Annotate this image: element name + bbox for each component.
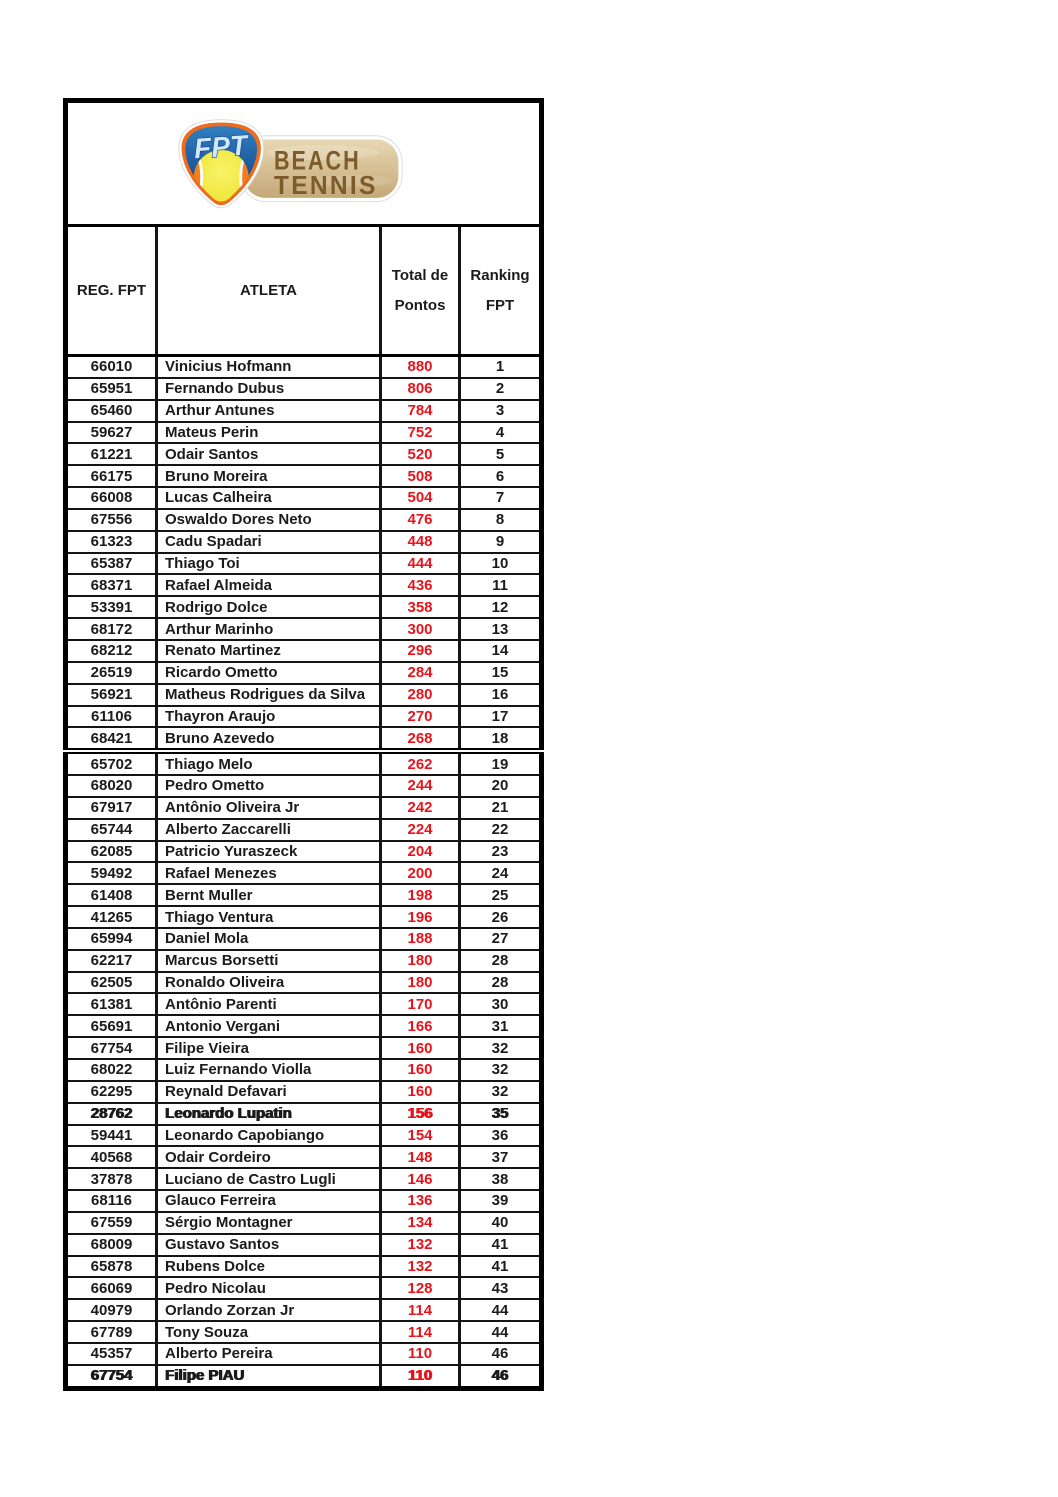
cell-athlete-name: Thiago Toi: [157, 553, 381, 575]
table-row: [66, 1103, 542, 1125]
cell-ranking: 30: [460, 993, 542, 1015]
table-row: [66, 862, 542, 884]
table-row: [66, 1037, 542, 1059]
cell-total-points: 436: [381, 574, 460, 596]
column-header-atleta: ATLETA: [157, 226, 381, 356]
cell-reg-fpt: 65744: [66, 819, 157, 841]
cell-reg-fpt: 62085: [66, 841, 157, 863]
cell-reg-fpt: 65994: [66, 928, 157, 950]
cell-total-points: 358: [381, 596, 460, 618]
cell-athlete-name: Ronaldo Oliveira: [157, 972, 381, 994]
cell-total-points: 200: [381, 862, 460, 884]
table-row: [66, 1059, 542, 1081]
cell-athlete-name: Odair Santos: [157, 443, 381, 465]
cell-total-points: 134: [381, 1212, 460, 1234]
cell-reg-fpt: 59441: [66, 1125, 157, 1147]
cell-athlete-name: Orlando Zorzan Jr: [157, 1299, 381, 1321]
table-row: [66, 1125, 542, 1147]
cell-reg-fpt: 68022: [66, 1059, 157, 1081]
cell-ranking: 38: [460, 1168, 542, 1190]
table-row: [66, 1212, 542, 1234]
cell-reg-fpt: 62505: [66, 972, 157, 994]
cell-total-points: 520: [381, 443, 460, 465]
table-row: [66, 1168, 542, 1190]
cell-athlete-name: Rodrigo Dolce: [157, 596, 381, 618]
cell-total-points: 154: [381, 1125, 460, 1147]
cell-ranking: 5: [460, 443, 542, 465]
cell-athlete-name: Alberto Pereira: [157, 1343, 381, 1365]
cell-total-points: 300: [381, 618, 460, 640]
cell-reg-fpt: 37878: [66, 1168, 157, 1190]
table-row: [66, 1081, 542, 1103]
cell-total-points: 160: [381, 1037, 460, 1059]
table-row: [66, 775, 542, 797]
cell-total-points: 268: [381, 727, 460, 751]
cell-ranking: 31: [460, 1015, 542, 1037]
cell-reg-fpt: 53391: [66, 596, 157, 618]
cell-total-points: 270: [381, 706, 460, 728]
cell-ranking: 41: [460, 1234, 542, 1256]
cell-total-points: 160: [381, 1081, 460, 1103]
cell-ranking: 7: [460, 487, 542, 509]
cell-reg-fpt: 67754: [66, 1037, 157, 1059]
column-header-ranking-fpt: Ranking FPT: [460, 226, 542, 356]
cell-reg-fpt: 28762: [66, 1103, 157, 1125]
table-row: [66, 640, 542, 662]
cell-athlete-name: Rubens Dolce: [157, 1256, 381, 1278]
table-row: [66, 993, 542, 1015]
cell-ranking: 44: [460, 1321, 542, 1343]
cell-reg-fpt: 56921: [66, 684, 157, 706]
cell-ranking: 23: [460, 841, 542, 863]
table-row: [66, 1190, 542, 1212]
cell-ranking: 3: [460, 400, 542, 422]
table-row: [66, 841, 542, 863]
cell-total-points: 114: [381, 1299, 460, 1321]
cell-total-points: 242: [381, 797, 460, 819]
cell-athlete-name: Leonardo Lupatin: [157, 1103, 381, 1125]
table-row: [66, 618, 542, 640]
cell-athlete-name: Thayron Araujo: [157, 706, 381, 728]
cell-total-points: 110: [381, 1343, 460, 1365]
cell-ranking: 18: [460, 727, 542, 751]
cell-reg-fpt: 62295: [66, 1081, 157, 1103]
cell-reg-fpt: 68421: [66, 727, 157, 751]
cell-ranking: 25: [460, 884, 542, 906]
cell-total-points: 508: [381, 465, 460, 487]
table-row: [66, 727, 542, 751]
cell-ranking: 15: [460, 662, 542, 684]
table-row: [66, 972, 542, 994]
table-row: [66, 422, 542, 444]
column-header-reg-fpt: REG. FPT: [66, 226, 157, 356]
column-header-total-pontos: Total de Pontos: [381, 226, 460, 356]
fpt-logo-text: FPT: [192, 128, 248, 164]
cell-ranking: 17: [460, 706, 542, 728]
cell-ranking: 28: [460, 950, 542, 972]
cell-reg-fpt: 68116: [66, 1190, 157, 1212]
cell-total-points: 114: [381, 1321, 460, 1343]
cell-ranking: 16: [460, 684, 542, 706]
cell-reg-fpt: 66010: [66, 356, 157, 378]
cell-total-points: 156: [381, 1103, 460, 1125]
cell-ranking: 11: [460, 574, 542, 596]
table-row: [66, 662, 542, 684]
cell-ranking: 40: [460, 1212, 542, 1234]
cell-ranking: 12: [460, 596, 542, 618]
cell-athlete-name: Odair Cordeiro: [157, 1146, 381, 1168]
cell-athlete-name: Tony Souza: [157, 1321, 381, 1343]
cell-ranking: 36: [460, 1125, 542, 1147]
cell-reg-fpt: 68020: [66, 775, 157, 797]
cell-total-points: 166: [381, 1015, 460, 1037]
cell-total-points: 148: [381, 1146, 460, 1168]
cell-total-points: 880: [381, 356, 460, 378]
table-row: [66, 553, 542, 575]
cell-total-points: 204: [381, 841, 460, 863]
cell-reg-fpt: 59492: [66, 862, 157, 884]
table-row: [66, 487, 542, 509]
cell-ranking: 14: [460, 640, 542, 662]
cell-reg-fpt: 65691: [66, 1015, 157, 1037]
svg-text:BEACH: BEACH: [273, 144, 361, 176]
cell-ranking: 28: [460, 972, 542, 994]
cell-ranking: 41: [460, 1256, 542, 1278]
cell-athlete-name: Ricardo Ometto: [157, 662, 381, 684]
table-header-row: [66, 226, 542, 356]
cell-total-points: 262: [381, 751, 460, 775]
svg-text:TENNIS: TENNIS: [273, 171, 378, 200]
cell-ranking: 9: [460, 531, 542, 553]
cell-total-points: 188: [381, 928, 460, 950]
cell-reg-fpt: 65702: [66, 751, 157, 775]
cell-total-points: 110: [381, 1365, 460, 1388]
cell-athlete-name: Rafael Menezes: [157, 862, 381, 884]
beach-tennis-logo-icon: [172, 115, 408, 213]
cell-total-points: 132: [381, 1234, 460, 1256]
table-row: [66, 378, 542, 400]
cell-athlete-name: Vinicius Hofmann: [157, 356, 381, 378]
cell-athlete-name: Thiago Ventura: [157, 906, 381, 928]
table-row: [66, 1146, 542, 1168]
table-row: [66, 906, 542, 928]
cell-ranking: 32: [460, 1037, 542, 1059]
cell-ranking: 19: [460, 751, 542, 775]
table-row: [66, 465, 542, 487]
cell-reg-fpt: 61106: [66, 706, 157, 728]
cell-total-points: 198: [381, 884, 460, 906]
table-row: [66, 706, 542, 728]
cell-ranking: 43: [460, 1277, 542, 1299]
ranking-table: [63, 98, 544, 1391]
table-row: [66, 356, 542, 378]
cell-ranking: 46: [460, 1365, 542, 1388]
cell-reg-fpt: 65878: [66, 1256, 157, 1278]
cell-athlete-name: Gustavo Santos: [157, 1234, 381, 1256]
cell-reg-fpt: 67754: [66, 1365, 157, 1388]
cell-total-points: 170: [381, 993, 460, 1015]
cell-total-points: 180: [381, 972, 460, 994]
cell-athlete-name: Oswaldo Dores Neto: [157, 509, 381, 531]
cell-ranking: 8: [460, 509, 542, 531]
cell-reg-fpt: 67789: [66, 1321, 157, 1343]
cell-ranking: 44: [460, 1299, 542, 1321]
table-row: [66, 531, 542, 553]
cell-reg-fpt: 65460: [66, 400, 157, 422]
cell-reg-fpt: 68371: [66, 574, 157, 596]
cell-ranking: 6: [460, 465, 542, 487]
cell-athlete-name: Matheus Rodrigues da Silva: [157, 684, 381, 706]
cell-reg-fpt: 66008: [66, 487, 157, 509]
cell-total-points: 132: [381, 1256, 460, 1278]
cell-reg-fpt: 61323: [66, 531, 157, 553]
cell-ranking: 10: [460, 553, 542, 575]
cell-athlete-name: Antônio Oliveira Jr: [157, 797, 381, 819]
cell-reg-fpt: 61408: [66, 884, 157, 906]
cell-total-points: 296: [381, 640, 460, 662]
cell-athlete-name: Cadu Spadari: [157, 531, 381, 553]
cell-athlete-name: Arthur Antunes: [157, 400, 381, 422]
cell-reg-fpt: 65951: [66, 378, 157, 400]
cell-athlete-name: Bruno Moreira: [157, 465, 381, 487]
table-row: [66, 1015, 542, 1037]
table-row: [66, 1343, 542, 1365]
cell-athlete-name: Reynald Defavari: [157, 1081, 381, 1103]
cell-athlete-name: Antonio Vergani: [157, 1015, 381, 1037]
cell-ranking: 21: [460, 797, 542, 819]
cell-total-points: 444: [381, 553, 460, 575]
cell-ranking: 26: [460, 906, 542, 928]
cell-reg-fpt: 26519: [66, 662, 157, 684]
cell-reg-fpt: 65387: [66, 553, 157, 575]
cell-ranking: 24: [460, 862, 542, 884]
table-row: [66, 1256, 542, 1278]
cell-total-points: 196: [381, 906, 460, 928]
table-row: [66, 884, 542, 906]
table-row: [66, 443, 542, 465]
table-row: [66, 1277, 542, 1299]
cell-total-points: 504: [381, 487, 460, 509]
cell-ranking: 2: [460, 378, 542, 400]
table-row: [66, 1299, 542, 1321]
table-body: [66, 356, 542, 1389]
cell-athlete-name: Glauco Ferreira: [157, 1190, 381, 1212]
cell-ranking: 22: [460, 819, 542, 841]
table-row: [66, 950, 542, 972]
cell-athlete-name: Patricio Yuraszeck: [157, 841, 381, 863]
cell-reg-fpt: 59627: [66, 422, 157, 444]
cell-total-points: 180: [381, 950, 460, 972]
cell-ranking: 13: [460, 618, 542, 640]
cell-athlete-name: Pedro Ometto: [157, 775, 381, 797]
cell-reg-fpt: 40979: [66, 1299, 157, 1321]
table-row: [66, 1321, 542, 1343]
cell-total-points: 752: [381, 422, 460, 444]
cell-athlete-name: Daniel Mola: [157, 928, 381, 950]
table-row: [66, 574, 542, 596]
table-row: [66, 596, 542, 618]
cell-reg-fpt: 66069: [66, 1277, 157, 1299]
cell-athlete-name: Luciano de Castro Lugli: [157, 1168, 381, 1190]
cell-ranking: 37: [460, 1146, 542, 1168]
cell-athlete-name: Fernando Dubus: [157, 378, 381, 400]
cell-total-points: 476: [381, 509, 460, 531]
table-row: [66, 684, 542, 706]
cell-athlete-name: Alberto Zaccarelli: [157, 819, 381, 841]
cell-ranking: 32: [460, 1081, 542, 1103]
cell-ranking: 32: [460, 1059, 542, 1081]
cell-total-points: 784: [381, 400, 460, 422]
cell-athlete-name: Luiz Fernando Violla: [157, 1059, 381, 1081]
cell-total-points: 224: [381, 819, 460, 841]
cell-total-points: 146: [381, 1168, 460, 1190]
cell-athlete-name: Renato Martinez: [157, 640, 381, 662]
table-row: [66, 509, 542, 531]
cell-ranking: 20: [460, 775, 542, 797]
cell-total-points: 136: [381, 1190, 460, 1212]
table-row: [66, 751, 542, 775]
table-row: [66, 797, 542, 819]
cell-ranking: 4: [460, 422, 542, 444]
cell-reg-fpt: 68212: [66, 640, 157, 662]
cell-athlete-name: Leonardo Capobiango: [157, 1125, 381, 1147]
cell-reg-fpt: 66175: [66, 465, 157, 487]
cell-athlete-name: Filipe Vieira: [157, 1037, 381, 1059]
cell-reg-fpt: 62217: [66, 950, 157, 972]
cell-reg-fpt: 61221: [66, 443, 157, 465]
cell-athlete-name: Sérgio Montagner: [157, 1212, 381, 1234]
cell-reg-fpt: 68172: [66, 618, 157, 640]
cell-athlete-name: Bruno Azevedo: [157, 727, 381, 751]
cell-reg-fpt: 67559: [66, 1212, 157, 1234]
cell-reg-fpt: 67556: [66, 509, 157, 531]
table-row: [66, 400, 542, 422]
cell-athlete-name: Mateus Perin: [157, 422, 381, 444]
cell-total-points: 160: [381, 1059, 460, 1081]
cell-athlete-name: Pedro Nicolau: [157, 1277, 381, 1299]
cell-athlete-name: Thiago Melo: [157, 751, 381, 775]
fpt-beach-tennis-logo: [66, 115, 525, 213]
cell-reg-fpt: 67917: [66, 797, 157, 819]
cell-athlete-name: Rafael Almeida: [157, 574, 381, 596]
cell-total-points: 128: [381, 1277, 460, 1299]
cell-ranking: 35: [460, 1103, 542, 1125]
table-row: [66, 1365, 542, 1388]
logo-row: [66, 101, 542, 226]
cell-ranking: 27: [460, 928, 542, 950]
cell-reg-fpt: 41265: [66, 906, 157, 928]
cell-reg-fpt: 61381: [66, 993, 157, 1015]
cell-reg-fpt: 45357: [66, 1343, 157, 1365]
cell-total-points: 280: [381, 684, 460, 706]
cell-total-points: 448: [381, 531, 460, 553]
cell-total-points: 806: [381, 378, 460, 400]
cell-athlete-name: Bernt Muller: [157, 884, 381, 906]
cell-ranking: 46: [460, 1343, 542, 1365]
cell-total-points: 284: [381, 662, 460, 684]
cell-athlete-name: Marcus Borsetti: [157, 950, 381, 972]
cell-athlete-name: Filipe PIAU: [157, 1365, 381, 1388]
cell-ranking: 1: [460, 356, 542, 378]
table-row: [66, 819, 542, 841]
cell-athlete-name: Antônio Parenti: [157, 993, 381, 1015]
cell-reg-fpt: 40568: [66, 1146, 157, 1168]
cell-athlete-name: Lucas Calheira: [157, 487, 381, 509]
table-row: [66, 1234, 542, 1256]
cell-total-points: 244: [381, 775, 460, 797]
cell-ranking: 39: [460, 1190, 542, 1212]
cell-reg-fpt: 68009: [66, 1234, 157, 1256]
table-row: [66, 928, 542, 950]
cell-athlete-name: Arthur Marinho: [157, 618, 381, 640]
